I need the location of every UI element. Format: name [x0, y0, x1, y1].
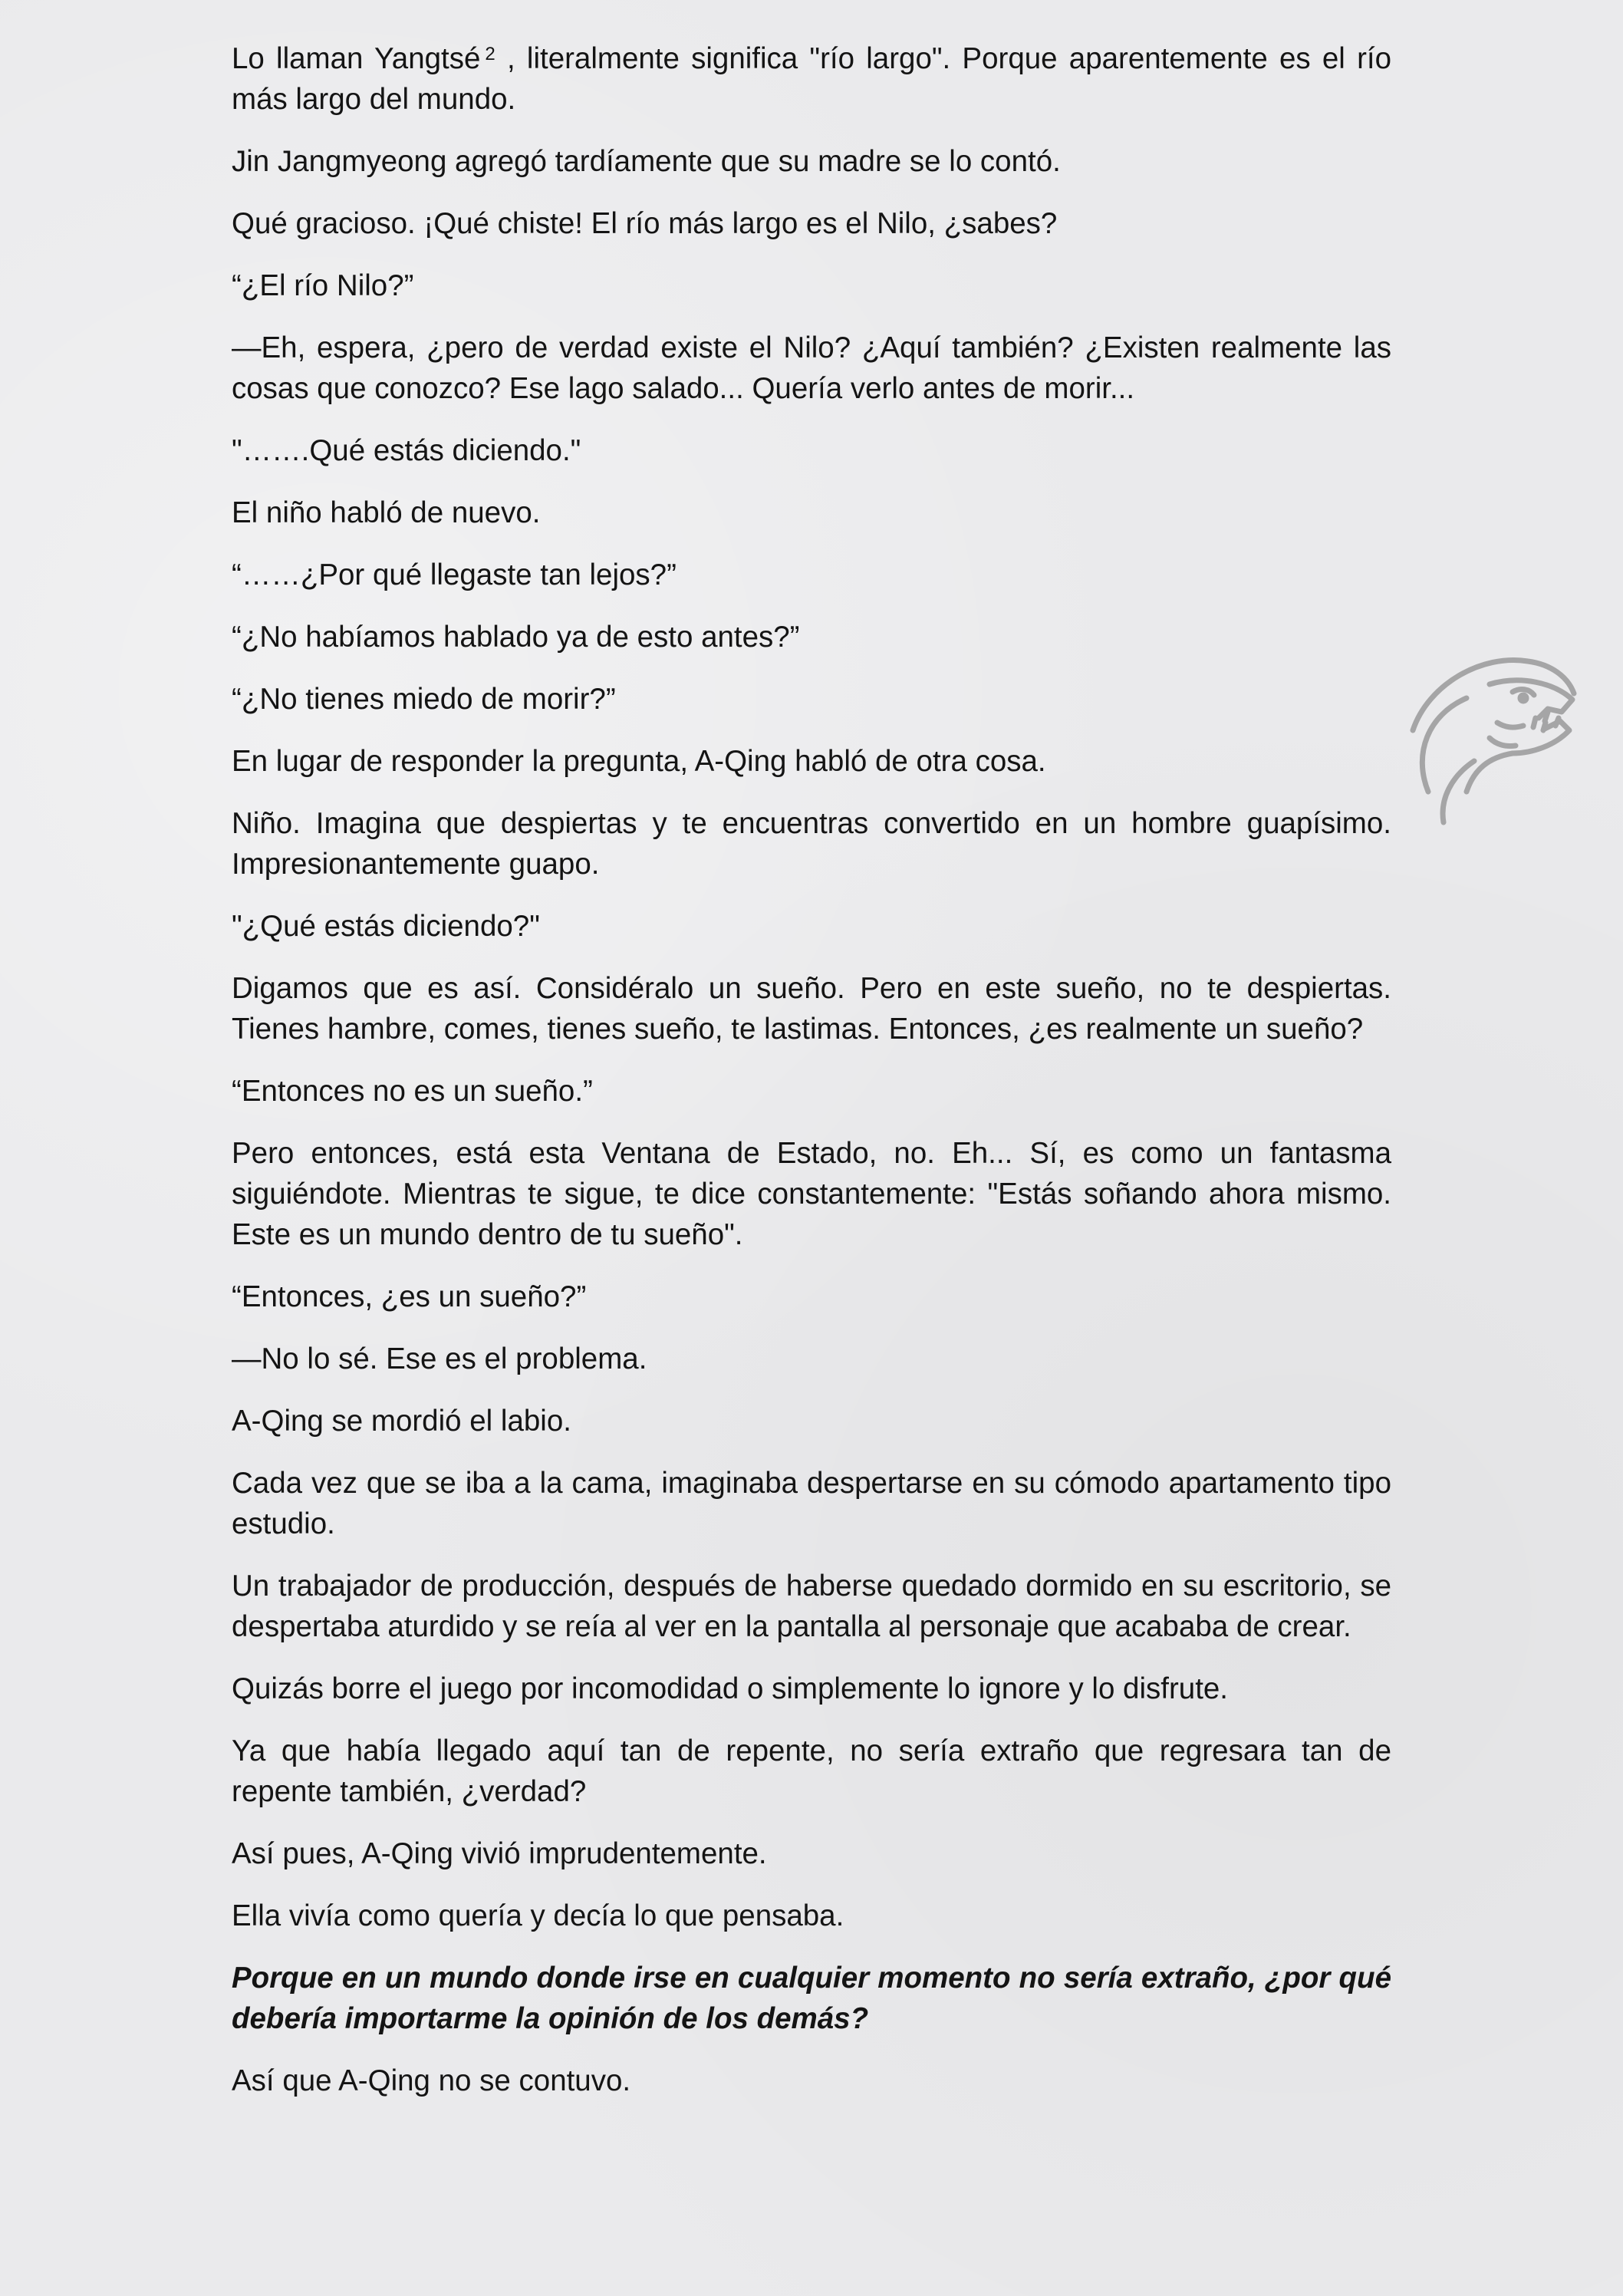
- paragraph: Un trabajador de producción, después de haberse quedado dormido en su escritorio, se despertaba aturdido y se reía al ver en la pantalla al personaje que acababa de crear.: [232, 1570, 1391, 1643]
- dinosaur-head-icon: [1397, 638, 1582, 830]
- paragraph: Cada vez que se iba a la cama, imaginaba despertarse en su cómodo apartamento tipo estudio.: [232, 1467, 1391, 1540]
- paragraph: Niño. Imagina que despiertas y te encuentras convertido en un hombre guapísimo. Impresionantemente guapo.: [232, 807, 1391, 881]
- paragraph: “Entonces, ¿es un sueño?”: [232, 1280, 587, 1313]
- paragraph: Jin Jangmyeong agregó tardíamente que su madre se lo contó.: [232, 145, 1061, 178]
- paragraph-text: , literalmente significa "río largo". Porque aparentemente es el río más largo del mundo.: [232, 42, 1391, 116]
- paragraph: Pero entonces, está esta Ventana de Estado, no. Eh... Sí, es como un fantasma siguiéndote. Mientras te sigue, te dice constantemente: "Estás soñando ahora mismo. Este es un mundo dentro de tu sueño".: [232, 1137, 1391, 1251]
- document-body: [232, 38, 1391, 2123]
- paragraph: "…….Qué estás diciendo.": [232, 434, 581, 467]
- paragraph: En lugar de responder la pregunta, A-Qing habló de otra cosa.: [232, 745, 1046, 778]
- emphasized-paragraph: Porque en un mundo donde irse en cualquier momento no sería extraño, ¿por qué debería importarme la opinión de los demás?: [232, 1962, 1391, 2035]
- paragraph: Ya que había llegado aquí tan de repente, no sería extraño que regresara tan de repente también, ¿verdad?: [232, 1734, 1391, 1808]
- paragraph: —No lo sé. Ese es el problema.: [232, 1342, 647, 1375]
- paragraph: El niño habló de nuevo.: [232, 496, 541, 529]
- paragraph: “……¿Por qué llegaste tan lejos?”: [232, 558, 677, 591]
- paragraph: Qué gracioso. ¡Qué chiste! El río más largo es el Nilo, ¿sabes?: [232, 207, 1058, 240]
- footnote-marker[interactable]: 2: [485, 44, 495, 64]
- paragraph: “¿El río Nilo?”: [232, 269, 414, 302]
- paragraph: “Entonces no es un sueño.”: [232, 1075, 593, 1108]
- paragraph: Ella vivía como quería y decía lo que pensaba.: [232, 1899, 844, 1932]
- paragraph: A-Qing se mordió el labio.: [232, 1405, 571, 1438]
- paragraph: “¿No habíamos hablado ya de esto antes?”: [232, 621, 800, 654]
- paragraph: [232, 38, 1391, 120]
- paragraph: Digamos que es así. Considéralo un sueño. Pero en este sueño, no te despiertas. Tienes hambre, comes, tienes sueño, te lastimas. Entonces, ¿es realmente un sueño?: [232, 972, 1391, 1046]
- paragraph: —Eh, espera, ¿pero de verdad existe el Nilo? ¿Aquí también? ¿Existen realmente las cosas que conozco? Ese lago salado... Quería verlo antes de morir...: [232, 331, 1391, 405]
- paragraph: Así que A-Qing no se contuvo.: [232, 2064, 631, 2097]
- paragraph-text: Lo llaman Yangtsé: [232, 42, 481, 75]
- paragraph: "¿Qué estás diciendo?": [232, 910, 540, 943]
- paragraph: Quizás borre el juego por incomodidad o simplemente lo ignore y lo disfrute.: [232, 1672, 1228, 1705]
- paragraph: Así pues, A-Qing vivió imprudentemente.: [232, 1837, 767, 1870]
- paragraph: “¿No tienes miedo de morir?”: [232, 683, 616, 716]
